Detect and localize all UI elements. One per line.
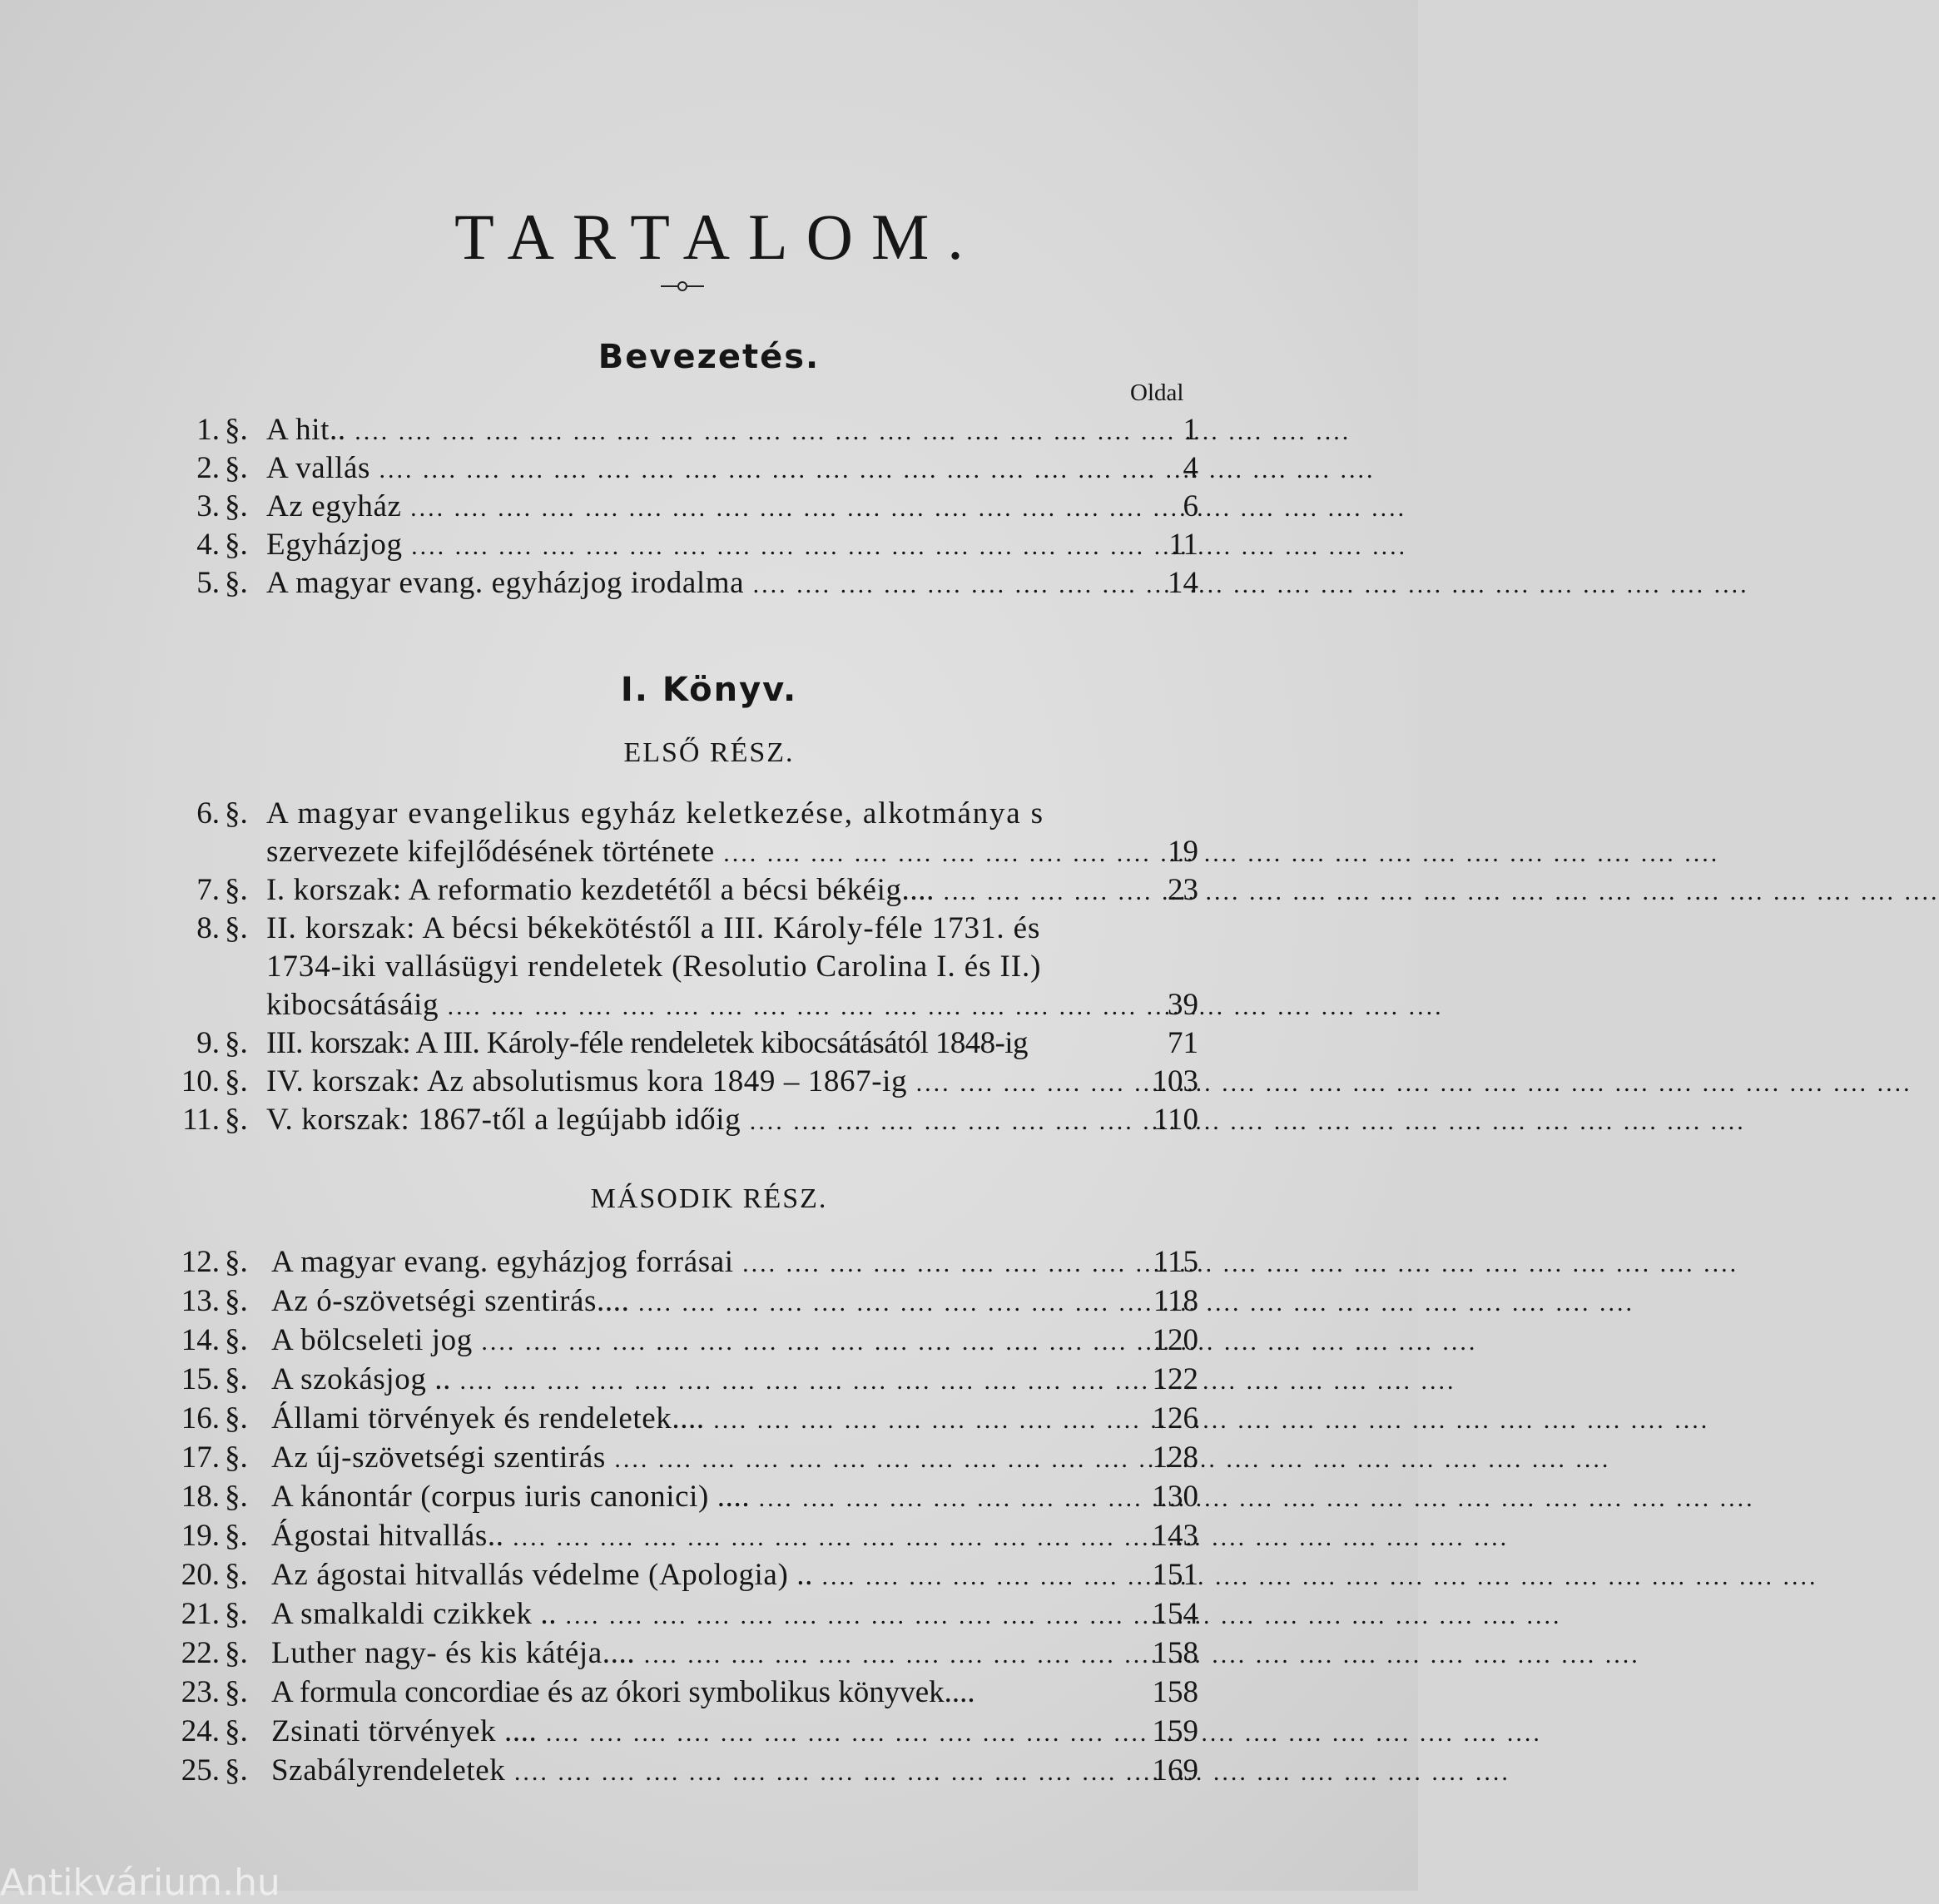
entry-number: 21. [181,1597,220,1631]
entry-number: 24. [181,1714,220,1748]
section-sign: §. [225,873,248,907]
entry-page: 143 [1152,1519,1198,1553]
section-sign: §. [225,1103,248,1137]
toc-entry-continuation [0,986,1418,1024]
section-sign: §. [225,1323,248,1357]
toc-entry [0,1673,1418,1712]
entry-title-line: II. korszak: A bécsi békekötéstől a III. Károly-féle 1731. és [266,911,1041,945]
page-title: TARTALOM. [454,201,982,273]
toc-entry [0,1439,1418,1477]
entry-page: 128 [1152,1440,1198,1475]
ornament-divider-icon [659,278,706,295]
toc-entry [0,871,1418,910]
section-sign: §. [225,911,248,945]
entry-number: 13. [181,1284,220,1318]
section-sign: §. [225,1064,248,1098]
section-sign: §. [225,1558,248,1592]
entry-page: 126 [1152,1401,1198,1435]
entry-title-line: A magyar evangelikus egyház keletkezése, alkotmánya s [266,796,1044,831]
entry-title: Állami törvények és rendeletek.... .... [271,1400,1123,1440]
section-sign: §. [225,1440,248,1475]
entry-page: 71 [1168,1026,1198,1060]
entry-number: 23. [181,1675,220,1709]
entry-number: 8. [196,911,220,945]
toc-entry-continuation [0,833,1418,871]
section-sign: §. [225,1245,248,1279]
section-heading-bevezetes: Bevezetés. [598,338,821,376]
section-sign: §. [225,489,248,523]
entry-number: 11. [182,1103,220,1137]
section-sign: §. [225,1401,248,1435]
entry-page: 151 [1152,1558,1198,1592]
entry-number: 3. [196,489,220,523]
toc-entry [0,411,1418,449]
entry-number: 20. [181,1558,220,1592]
section-sign: §. [225,528,248,562]
toc-entry [0,795,1418,833]
entry-title: Szabályrendeletek .... [271,1752,1103,1792]
entry-number: 12. [181,1245,220,1279]
entry-number: 7. [196,873,220,907]
page-column-label: Oldal [1130,379,1184,406]
entry-number: 5. [196,566,220,600]
entry-page: 19 [1168,835,1198,869]
entry-number: 1. [196,413,220,447]
toc-entry [0,1400,1418,1438]
toc-entry [0,488,1418,526]
toc-entry [0,1595,1418,1634]
entry-number: 18. [181,1480,220,1514]
part-heading-masodik: MÁSODIK RÉSZ. [590,1183,828,1214]
section-sign: §. [225,451,248,485]
entry-number: 4. [196,528,220,562]
entry-title-line: kibocsátásáig .... [266,986,1123,1026]
entry-page: 158 [1152,1636,1198,1670]
entry-page: 23 [1168,873,1198,907]
entry-page: 39 [1168,988,1198,1022]
watermark: Antikvárium.hu [0,1862,280,1904]
entry-title: A magyar evang. egyházjog forrásai .... [271,1243,1123,1283]
toc-entry [0,1713,1418,1751]
entry-title: A magyar evang. egyházjog irodalma .... [266,564,1115,604]
toc-entry [0,1024,1418,1063]
entry-title: A hit.. .... [266,411,1115,451]
toc-entry [0,1556,1418,1594]
entry-number: 16. [181,1401,220,1435]
section-sign: §. [225,1636,248,1670]
entry-page: 4 [1183,451,1198,485]
part-heading-elso: ELSŐ RÉSZ. [623,737,795,768]
entry-page: 1 [1183,413,1198,447]
toc-entry [0,1361,1418,1399]
entry-number: 14. [181,1323,220,1357]
entry-title-line: szervezete kifejlődésének története .... [266,833,1115,873]
entry-page: 158 [1152,1675,1198,1709]
entry-page: 130 [1152,1480,1198,1514]
section-sign: §. [225,1026,248,1060]
entry-title: A szokásjog .. .... [271,1361,1103,1401]
entry-number: 25. [181,1753,220,1787]
section-sign: §. [225,566,248,600]
entry-number: 19. [181,1519,220,1553]
toc-entry [0,1634,1418,1673]
entry-page: 103 [1152,1064,1198,1098]
entry-title: Az új-szövetségi szentirás .... [271,1439,1103,1479]
entry-page: 118 [1153,1284,1198,1318]
section-sign: §. [225,1753,248,1787]
toc-entry [0,1282,1418,1321]
section-sign: §. [225,1675,248,1709]
entry-title: IV. korszak: Az absolutismus kora 1849 – 1867-ig .... [266,1063,1098,1103]
toc-entry [0,910,1418,948]
entry-title: V. korszak: 1867-től a legújabb időig .... [266,1101,1123,1141]
entry-page: 122 [1152,1362,1198,1396]
toc-entry [0,564,1418,602]
entry-title: I. korszak: A reformatio kezdetétől a bécsi békéig.... .... [266,871,1098,911]
entry-number: 9. [196,1026,220,1060]
entry-number: 22. [181,1636,220,1670]
entry-number: 6. [196,796,220,831]
entry-page: 110 [1153,1103,1198,1137]
entry-title: A kánontár (corpus iuris canonici) .... .... [271,1478,1123,1518]
entry-page: 11 [1168,528,1198,562]
entry-page: 120 [1152,1323,1198,1357]
entry-title: Luther nagy- és kis kátéja.... .... [271,1634,1123,1674]
toc-entry [0,1063,1418,1101]
entry-title-line: 1734-iki vallásügyi rendeletek (Resolutio Carolina I. és II.) [266,950,1042,984]
toc-entry [0,1478,1418,1516]
entry-title: III. korszak: A III. Károly-féle rendeletek kibocsátásától 1848-ig [266,1026,1028,1060]
section-sign: §. [225,413,248,447]
entry-page: 159 [1152,1714,1198,1748]
section-sign: §. [225,796,248,831]
entry-title: Az egyház .... [266,488,1115,528]
entry-title: Az ó-szövetségi szentirás.... .... [271,1282,1103,1322]
toc-entry [0,526,1418,564]
toc-entry [0,1321,1418,1360]
entry-title: Zsinati törvények .... .... [271,1713,1123,1753]
section-sign: §. [225,1714,248,1748]
entry-title: A smalkaldi czikkek .. .... [271,1595,1103,1635]
book-heading: I. Könyv. [620,671,798,709]
entry-page: 154 [1152,1597,1198,1631]
section-sign: §. [225,1284,248,1318]
entry-title: Egyházjog .... [266,526,1115,566]
entry-title: A bölcseleti jog .... [271,1321,1123,1361]
entry-number: 17. [181,1440,220,1475]
entry-number: 10. [181,1064,220,1098]
section-sign: §. [225,1519,248,1553]
toc-entry [0,449,1418,488]
entry-number: 15. [181,1362,220,1396]
entry-page: 14 [1168,566,1198,600]
entry-title: Az ágostai hitvallás védelme (Apologia) .. .... [271,1556,1123,1596]
section-sign: §. [225,1362,248,1396]
section-sign: §. [225,1480,248,1514]
toc-entry [0,1752,1418,1790]
toc-entry [0,1243,1418,1282]
section-sign: §. [225,1597,248,1631]
toc-entry [0,1517,1418,1555]
entry-title: A vallás .... [266,449,1115,489]
toc-entry [0,1101,1418,1139]
entry-page: 169 [1152,1753,1198,1787]
entry-title: A formula concordiae és az ókori symbolikus könyvek.... [271,1675,975,1709]
entry-page: 6 [1183,489,1198,523]
toc-entry-continuation [0,948,1418,986]
entry-page: 115 [1153,1245,1198,1279]
entry-number: 2. [196,451,220,485]
entry-title: Ágostai hitvallás.. .... [271,1517,1103,1557]
